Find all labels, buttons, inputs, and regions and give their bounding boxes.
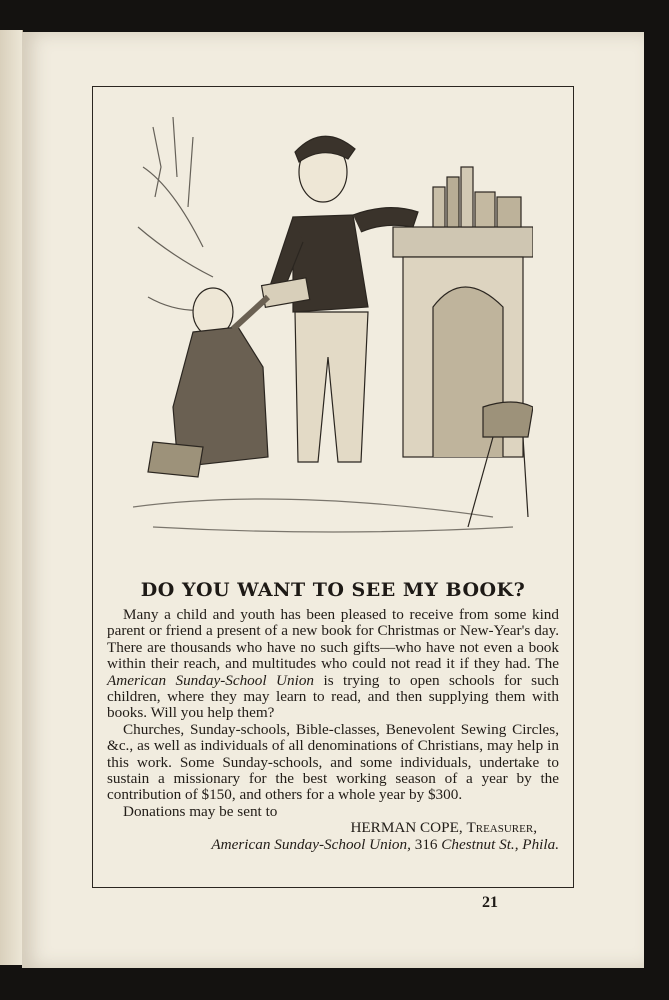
paragraph-appeal [107, 607, 559, 722]
address-number: 316 [414, 835, 438, 853]
paragraph-appeal-the: The [535, 655, 559, 673]
treasurer-name: HERMAN COPE, [350, 819, 463, 837]
address-line [107, 837, 559, 853]
treasurer-line [107, 820, 559, 836]
page-number: 21 [482, 894, 498, 911]
organization-name: American Sunday-School Union [107, 671, 315, 689]
address-organization: American Sunday-School Union, [211, 835, 411, 853]
address-street: Chestnut St., Phila. [441, 835, 559, 853]
paragraph-churches: Churches, Sunday-schools, Bible-classes, Benevolent Sewing Circles, &c., as well as individuals of all denominations of Christians, may help in this work. Some Sunday-schools, and some individuals, undertake to sustain a missionary for the best working season of a year by the contribution of $150, and others for a whole year by $300. [107, 720, 559, 804]
book-page [22, 32, 644, 968]
paragraph-appeal-text: Many a child and youth has been pleased to receive from some kind parent or friend a present of a new book for Christmas or New-Year's day. There are thousands who have no such gifts—who have not even a book within their reach, and multitudes who could not read it if they had. [107, 606, 559, 673]
left-page-edge [0, 30, 23, 965]
engraving-illustration [133, 107, 533, 557]
advertisement-frame [92, 86, 574, 888]
advertisement-title: DO YOU WANT TO SEE MY BOOK? [140, 579, 526, 601]
treasurer-title: Treasurer, [466, 819, 537, 837]
paragraph-donations: Donations may be sent to [123, 802, 278, 820]
advertisement-body [107, 607, 559, 853]
paragraph-appeal-rest: is trying to open schools for such children, where they may learn to read, and then supplying them with books. Will you help them? [107, 671, 559, 722]
